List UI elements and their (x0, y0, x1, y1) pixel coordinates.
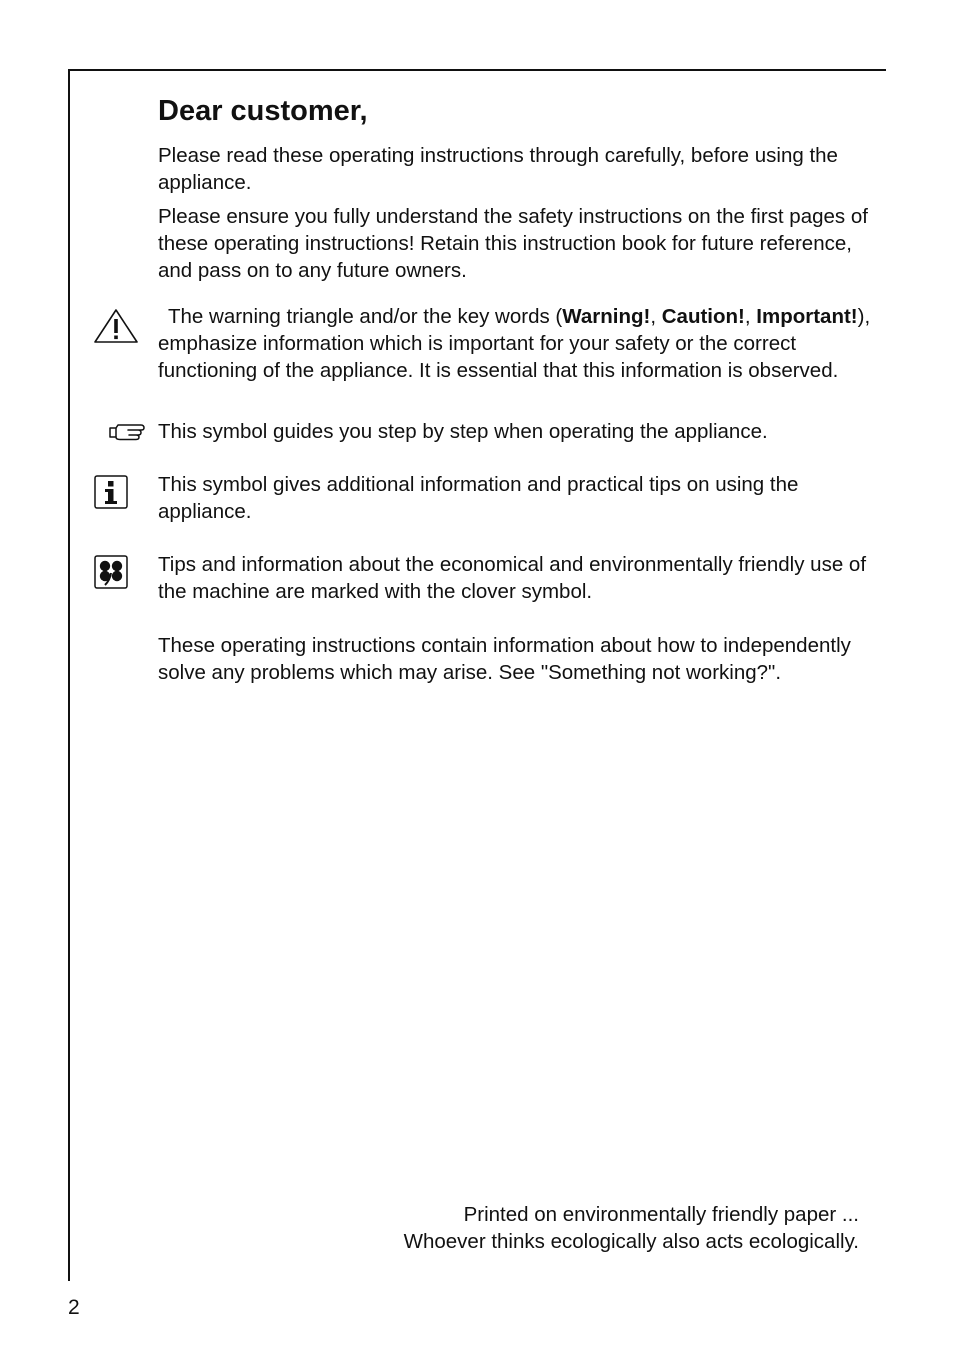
intro-paragraph-2: Please ensure you fully understand the safety instructions on the first pages of these operating instructions! Retain this instruction book for future reference, and pass on to any future owners. (158, 205, 868, 282)
warning-triangle-icon (93, 308, 139, 349)
page-title: Dear customer, (158, 95, 368, 127)
step-paragraph: This symbol guides you step by step when operating the appliance. (158, 420, 768, 443)
warning-prefix: The warning triangle and/or the key words ( (168, 305, 563, 328)
warning-sep-1: , (650, 305, 662, 328)
intro-paragraph-1: Please read these operating instructions through carefully, before using the appliance. (158, 144, 838, 194)
left-rule (68, 69, 70, 1281)
pointing-hand-icon (108, 421, 146, 448)
footer-line-2: Whoever thinks ecologically also acts ecologically. (403, 1230, 859, 1253)
keyword-warning: Warning! (562, 305, 651, 328)
clover-icon (94, 555, 128, 594)
warning-sep-2: , (744, 305, 757, 328)
keyword-caution: Caution! (661, 305, 745, 328)
eco-paragraph: Tips and information about the economical and environmentally friendly use of the machine are marked with the clover symbol. (158, 553, 867, 603)
info-box-icon (94, 475, 128, 514)
top-rule (68, 69, 886, 71)
footer-note (404, 1201, 859, 1255)
footer-line-1: Printed on environmentally friendly paper ... (463, 1203, 859, 1226)
page-number: 2 (68, 1296, 80, 1319)
keyword-important: Important! (756, 305, 858, 328)
problems-paragraph: These operating instructions contain information about how to independently solve any problems which may arise. See "Something not working?". (158, 634, 851, 684)
info-paragraph: This symbol gives additional information and practical tips on using the appliance. (158, 473, 799, 523)
warning-suffix: ), emphasize information which is important for your safety or the correct functioning of the appliance. It is essential that this information is observed. (158, 305, 871, 382)
warning-paragraph (158, 303, 878, 384)
